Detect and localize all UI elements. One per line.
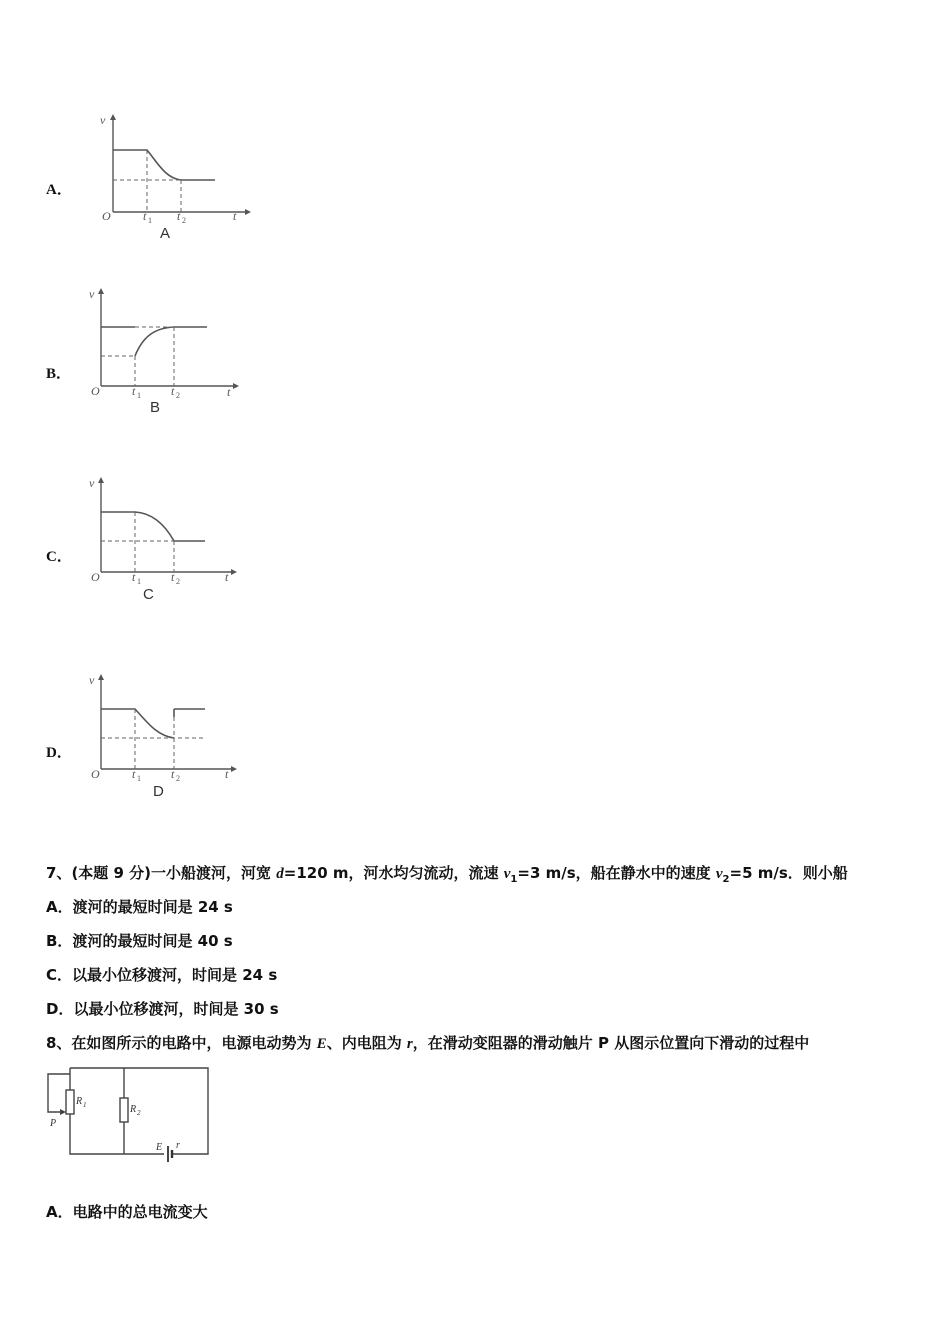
svg-text:1: 1 bbox=[137, 774, 141, 783]
svg-text:t: t bbox=[171, 384, 175, 398]
velocity-curve bbox=[101, 709, 174, 738]
option-c-label: C． bbox=[46, 549, 72, 565]
slider-arrow bbox=[60, 1109, 66, 1115]
svg-text:t: t bbox=[132, 384, 136, 398]
svg-text:t: t bbox=[132, 570, 136, 584]
svg-text:1: 1 bbox=[137, 391, 141, 400]
graph-caption: B bbox=[150, 399, 161, 416]
svg-text:1: 1 bbox=[137, 577, 141, 586]
svg-text:2: 2 bbox=[176, 391, 180, 400]
svg-text:O: O bbox=[91, 570, 100, 584]
svg-text:r: r bbox=[176, 1140, 180, 1151]
graph-c bbox=[85, 475, 245, 610]
svg-text:P: P bbox=[50, 1118, 57, 1129]
circuit-diagram bbox=[44, 1062, 214, 1162]
svg-text:O: O bbox=[91, 767, 100, 781]
origin-label: O bbox=[102, 209, 111, 223]
resistor-r2 bbox=[120, 1098, 128, 1122]
circuit-wire-bottom-left bbox=[70, 1114, 164, 1154]
t-label: t bbox=[233, 209, 237, 223]
svg-text:t: t bbox=[171, 767, 175, 781]
q7-option-b[interactable]: B．渡河的最短时间是 40 s bbox=[46, 932, 233, 950]
velocity-curve bbox=[135, 327, 207, 356]
question-8-stem: 8、在如图所示的电路中，电源电动势为 E、内电阻为 r，在滑动变阻器的滑动触片 P 从图示位置向下滑动的过程中 bbox=[46, 1034, 810, 1052]
svg-text:t: t bbox=[132, 767, 136, 781]
v-axis-arrow bbox=[110, 114, 116, 120]
svg-text:t: t bbox=[225, 570, 229, 584]
graph-caption: A bbox=[160, 225, 171, 242]
svg-text:v: v bbox=[89, 673, 95, 687]
svg-text:2: 2 bbox=[182, 216, 186, 225]
t-axis-arrow bbox=[245, 209, 251, 215]
option-a-label: A． bbox=[46, 182, 72, 198]
svg-text:R: R bbox=[76, 1096, 83, 1107]
svg-text:t: t bbox=[177, 209, 181, 223]
svg-text:t: t bbox=[171, 570, 175, 584]
svg-text:2: 2 bbox=[176, 577, 180, 586]
svg-text:1: 1 bbox=[148, 216, 152, 225]
svg-text:R: R bbox=[130, 1104, 137, 1115]
v-label: v bbox=[100, 113, 106, 127]
graph-caption: C bbox=[143, 586, 154, 603]
graph-b bbox=[85, 286, 245, 421]
velocity-curve bbox=[101, 512, 205, 541]
svg-text:v: v bbox=[89, 287, 95, 301]
question-7-stem: 7、(本题 9 分)一小船渡河，河宽 d=120 m，河水均匀流动，流速 $v_1=3$ m/s，船在静水中的速度 $v_2=5$ m/s．则小船 bbox=[46, 864, 848, 885]
q7-option-d[interactable]: D．以最小位移渡河，时间是 30 s bbox=[46, 1000, 279, 1018]
q8-option-a[interactable]: A．电路中的总电流变大 bbox=[46, 1203, 208, 1221]
graph-d bbox=[85, 672, 245, 807]
svg-text:2: 2 bbox=[137, 1109, 141, 1117]
svg-text:v: v bbox=[89, 476, 95, 490]
svg-text:t: t bbox=[225, 767, 229, 781]
svg-text:E: E bbox=[156, 1142, 163, 1153]
graph-a bbox=[95, 112, 255, 242]
option-b-label: B． bbox=[46, 366, 72, 382]
svg-text:O: O bbox=[91, 384, 100, 398]
q7-option-c[interactable]: C．以最小位移渡河，时间是 24 s bbox=[46, 966, 278, 984]
svg-text:2: 2 bbox=[176, 774, 180, 783]
q7-option-a[interactable]: A．渡河的最短时间是 24 s bbox=[46, 898, 233, 916]
svg-text:t: t bbox=[143, 209, 147, 223]
svg-text:1: 1 bbox=[83, 1101, 87, 1109]
graph-caption: D bbox=[153, 783, 164, 800]
velocity-curve bbox=[113, 150, 215, 180]
svg-text:t: t bbox=[227, 385, 231, 399]
option-d-label: D． bbox=[46, 745, 72, 761]
resistor-r1 bbox=[66, 1090, 74, 1114]
